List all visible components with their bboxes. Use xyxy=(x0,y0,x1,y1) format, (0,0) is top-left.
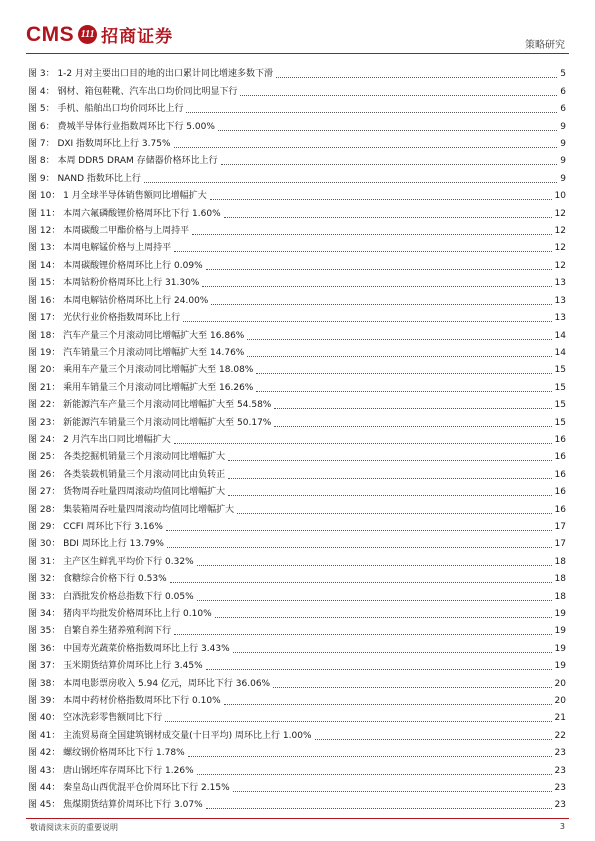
toc-label: 图 34： 猪肉平均批发价格周环比上行 0.10% xyxy=(28,609,212,619)
toc-dot-leader xyxy=(165,721,551,722)
toc-dot-leader xyxy=(170,582,552,583)
toc-row[interactable] xyxy=(28,759,566,776)
toc-page-number: 16 xyxy=(554,469,566,480)
toc-dot-leader xyxy=(256,391,551,392)
toc-page-number: 23 xyxy=(554,783,566,794)
toc-label: 图 14： 本周碳酸锂价格周环比上行 0.09% xyxy=(28,260,203,271)
toc-dot-leader xyxy=(233,791,552,792)
toc-label: 图 42： 螺纹钢价格周环比下行 1.78% xyxy=(28,748,185,759)
toc-row[interactable] xyxy=(28,655,566,672)
toc-page-number: 14 xyxy=(554,330,566,341)
toc-row[interactable] xyxy=(28,80,566,97)
toc-label: 图 44： 秦皇岛山西优混平仓价周环比下行 2.15% xyxy=(28,783,230,794)
toc-label: 图 30： BDI 周环比上行 13.79% xyxy=(28,539,164,550)
toc-row[interactable] xyxy=(28,707,566,724)
toc-row[interactable] xyxy=(28,516,566,533)
toc-page-number: 22 xyxy=(554,730,566,741)
footer-disclaimer: 敬请阅读末页的重要说明 xyxy=(30,823,118,832)
toc-page-number: 20 xyxy=(554,678,566,689)
toc-page-number: 9 xyxy=(560,173,566,184)
toc-row[interactable] xyxy=(28,376,566,393)
toc-dot-leader xyxy=(206,269,552,270)
toc-dot-leader xyxy=(224,704,552,705)
toc-dot-leader xyxy=(174,251,551,252)
toc-page-number: 20 xyxy=(554,696,566,707)
toc-label: 图 24： 2 月汽车出口同比增幅扩大 xyxy=(28,434,171,445)
toc-page-number: 5 xyxy=(560,69,566,80)
toc-dot-leader xyxy=(186,112,557,113)
toc-page-number: 19 xyxy=(554,609,566,619)
toc-page-number: 15 xyxy=(554,417,566,428)
toc-label: 图 29： CCFI 周环比下行 3.16% xyxy=(28,521,163,532)
toc-row[interactable] xyxy=(28,603,566,620)
toc-row[interactable] xyxy=(28,568,566,585)
toc-label: 图 38： 本周电影票房收入 5.94 亿元，周环比下行 36.06% xyxy=(28,678,271,689)
toc-dot-leader xyxy=(174,147,558,148)
toc-page-number: 12 xyxy=(554,226,566,237)
toc-label: 图 7： DXI 指数周环比上行 3.75% xyxy=(28,139,171,150)
logo-company-name: 招商证券 xyxy=(101,27,174,47)
toc-label: 图 41： 主流贸易商全国建筑钢材成交量(十日平均) 周环比上行 1.00% xyxy=(28,730,312,741)
toc-label: 图 25： 各类挖掘机销量三个月滚动同比增幅扩大 xyxy=(28,452,226,463)
toc-page-number: 16 xyxy=(554,504,566,515)
toc-dot-leader xyxy=(166,530,552,531)
toc-row[interactable] xyxy=(28,620,566,637)
toc-row[interactable] xyxy=(28,794,566,811)
toc-row[interactable] xyxy=(28,307,566,324)
toc-label: 图 32： 食糖综合价格下行 0.53% xyxy=(28,574,167,585)
toc-label: 图 35： 自繁自养生猪养殖利润下行 xyxy=(28,626,172,637)
toc-page-number: 15 xyxy=(554,382,566,393)
toc-page-number: 13 xyxy=(554,313,566,324)
toc-label: 图 31： 主产区生鲜乳平均价下行 0.32% xyxy=(28,556,194,567)
toc-label: 图 22： 新能源汽车产量三个月滚动同比增幅扩大至 54.58% xyxy=(28,400,272,411)
toc-page-number: 9 xyxy=(560,156,566,167)
toc-row[interactable] xyxy=(28,533,566,550)
toc-row[interactable] xyxy=(28,115,566,132)
toc-page-number: 12 xyxy=(554,243,566,254)
toc-row[interactable] xyxy=(28,498,566,515)
toc-page-number: 13 xyxy=(554,278,566,289)
toc-label: 图 19： 汽车销量三个月滚动同比增幅扩大至 14.76% xyxy=(28,347,245,358)
toc-page-number: 14 xyxy=(554,347,566,358)
toc-label: 图 17： 光伏行业价格指数周环比上行 xyxy=(28,313,181,324)
toc-page-number: 19 xyxy=(554,643,566,654)
toc-label: 图 43： 唐山钢坯库存周环比下行 1.26% xyxy=(28,765,194,776)
toc-label: 图 26： 各类装载机销量三个月滚动同比由负转正 xyxy=(28,469,226,480)
toc-row[interactable] xyxy=(28,637,566,654)
toc-page-number: 13 xyxy=(554,295,566,306)
toc-page-number: 10 xyxy=(554,191,566,202)
toc-label: 图 9： NAND 指数环比上行 xyxy=(28,173,141,184)
toc-page-number: 15 xyxy=(554,365,566,376)
toc-label: 图 11： 本周六氟磷酸锂价格周环比下行 1.60% xyxy=(28,208,221,219)
toc-label: 图 20： 乘用车产量三个月滚动同比增幅扩大至 18.08% xyxy=(28,365,254,376)
toc-row[interactable] xyxy=(28,98,566,115)
toc-label: 图 5： 手机、船舶出口均价同环比上行 xyxy=(28,104,184,115)
toc-label: 图 28： 集装箱周吞吐量四周滚动均值同比增幅扩大 xyxy=(28,504,235,515)
toc-label: 图 21： 乘用车销量三个月滚动同比增幅扩大至 16.26% xyxy=(28,382,254,393)
toc-label: 图 37： 玉米期货结算价周环比上行 3.45% xyxy=(28,661,203,672)
toc-label: 图 4： 钢材、箱包鞋靴、汽车出口均价同比明显下行 xyxy=(28,86,238,97)
report-type: 策略研究 xyxy=(525,40,565,51)
toc-dot-leader xyxy=(183,321,551,322)
toc-page-number: 19 xyxy=(554,626,566,637)
toc-dot-leader xyxy=(276,77,557,78)
toc-page-number: 23 xyxy=(554,748,566,759)
toc-row[interactable] xyxy=(28,289,566,306)
toc-label: 图 39： 本周中药材价格指数周环比下行 0.10% xyxy=(28,696,221,707)
toc-dot-leader xyxy=(273,687,551,688)
toc-page-number: 15 xyxy=(554,400,566,411)
toc-dot-leader xyxy=(206,808,552,809)
page-number: 3 xyxy=(559,822,565,831)
toc-dot-leader xyxy=(274,426,551,427)
toc-row[interactable] xyxy=(28,463,566,480)
toc-page-number: 18 xyxy=(554,574,566,585)
toc-label: 图 33： 白酒批发价格总指数下行 0.05% xyxy=(28,591,194,602)
toc-row[interactable] xyxy=(28,672,566,689)
toc-dot-leader xyxy=(228,478,551,479)
toc-page-number: 12 xyxy=(554,260,566,271)
toc-label: 图 6： 费城半导体行业指数周环比下行 5.00% xyxy=(28,121,215,132)
toc-row[interactable] xyxy=(28,690,566,707)
toc-label: 图 18： 汽车产量三个月滚动同比增幅扩大至 16.86% xyxy=(28,330,245,341)
header-divider xyxy=(26,53,569,54)
toc-page-number: 18 xyxy=(554,556,566,567)
toc-dot-leader xyxy=(174,634,551,635)
toc-label: 图 40： 空冰洗彩零售额同比下行 xyxy=(28,713,163,724)
toc-row[interactable] xyxy=(28,324,566,341)
logo-cms-text: CMS xyxy=(26,22,75,46)
toc-row[interactable] xyxy=(28,446,566,463)
toc-dot-leader xyxy=(247,356,551,357)
toc-dot-leader xyxy=(202,286,551,287)
toc-label: 图 12： 本周碳酸二甲酯价格与上周持平 xyxy=(28,226,190,237)
toc-dot-leader xyxy=(224,217,552,218)
figure-list xyxy=(28,63,566,811)
toc-page-number: 12 xyxy=(554,208,566,219)
toc-dot-leader xyxy=(192,234,551,235)
toc-dot-leader xyxy=(233,652,552,653)
toc-page-number: 23 xyxy=(554,800,566,811)
toc-row[interactable] xyxy=(28,254,566,271)
toc-dot-leader xyxy=(174,443,552,444)
toc-row[interactable] xyxy=(28,585,566,602)
toc-dot-leader xyxy=(206,669,552,670)
toc-row[interactable] xyxy=(28,394,566,411)
toc-row[interactable] xyxy=(28,359,566,376)
toc-row[interactable] xyxy=(28,411,566,428)
toc-dot-leader xyxy=(228,460,551,461)
toc-dot-leader xyxy=(167,547,552,548)
footer-divider xyxy=(26,818,569,819)
toc-dot-leader xyxy=(197,600,552,601)
toc-page-number: 16 xyxy=(554,487,566,498)
toc-dot-leader xyxy=(247,339,551,340)
toc-dot-leader xyxy=(211,304,551,305)
toc-row[interactable] xyxy=(28,63,566,80)
toc-page-number: 18 xyxy=(554,591,566,602)
toc-dot-leader xyxy=(218,130,557,131)
toc-row[interactable] xyxy=(28,220,566,237)
toc-dot-leader xyxy=(274,408,551,409)
toc-dot-leader xyxy=(210,199,552,200)
logo-badge-icon: 111 xyxy=(78,25,97,44)
toc-row[interactable] xyxy=(28,185,566,202)
toc-label: 图 15： 本周钴粉价格周环比上行 31.30% xyxy=(28,278,200,289)
toc-row[interactable] xyxy=(28,272,566,289)
toc-page-number: 16 xyxy=(554,452,566,463)
toc-dot-leader xyxy=(228,495,551,496)
toc-row[interactable] xyxy=(28,742,566,759)
toc-page-number: 19 xyxy=(554,661,566,672)
toc-page-number: 6 xyxy=(560,86,566,97)
toc-page-number: 16 xyxy=(554,434,566,445)
toc-row[interactable] xyxy=(28,481,566,498)
toc-page-number: 21 xyxy=(554,713,566,724)
toc-dot-leader xyxy=(221,164,558,165)
toc-page-number: 23 xyxy=(554,765,566,776)
toc-dot-leader xyxy=(188,756,552,757)
toc-label: 图 16： 本周电解钴价格周环比上行 24.00% xyxy=(28,295,209,306)
toc-dot-leader xyxy=(144,182,557,183)
toc-row[interactable] xyxy=(28,724,566,741)
toc-dot-leader xyxy=(240,95,557,96)
toc-label: 图 45： 焦煤期货结算价周环比下行 3.07% xyxy=(28,800,203,811)
toc-label: 图 13： 本周电解锰价格与上周持平 xyxy=(28,243,172,254)
toc-page-number: 9 xyxy=(560,121,566,132)
toc-page-number: 9 xyxy=(560,139,566,150)
toc-row[interactable] xyxy=(28,342,566,359)
toc-label: 图 23： 新能源汽车销量三个月滚动同比增幅扩大至 50.17% xyxy=(28,417,272,428)
toc-dot-leader xyxy=(197,565,552,566)
toc-row[interactable] xyxy=(28,150,566,167)
toc-label: 图 27： 货物周吞吐量四周滚动均值同比增幅扩大 xyxy=(28,487,226,498)
toc-label: 图 3： 1-2 月对主要出口目的地的出口累计同比增速多数下滑 xyxy=(28,69,274,80)
toc-page-number: 17 xyxy=(554,539,566,550)
toc-label: 图 36： 中国寿光蔬菜价格指数周环比上行 3.43% xyxy=(28,643,230,654)
toc-dot-leader xyxy=(237,513,551,514)
toc-dot-leader xyxy=(215,617,552,618)
toc-dot-leader xyxy=(256,373,551,374)
toc-row[interactable] xyxy=(28,167,566,184)
toc-row[interactable] xyxy=(28,777,566,794)
toc-row[interactable] xyxy=(28,133,566,150)
toc-row[interactable] xyxy=(28,237,566,254)
toc-row[interactable] xyxy=(28,550,566,567)
toc-row[interactable] xyxy=(28,202,566,219)
company-logo xyxy=(26,22,173,47)
toc-label: 图 10： 1 月全球半导体销售额同比增幅扩大 xyxy=(28,191,207,202)
toc-row[interactable] xyxy=(28,429,566,446)
page-header xyxy=(0,0,595,58)
toc-dot-leader xyxy=(197,774,552,775)
toc-page-number: 6 xyxy=(560,104,566,115)
toc-dot-leader xyxy=(315,739,552,740)
toc-page-number: 17 xyxy=(554,521,566,532)
toc-label: 图 8： 本周 DDR5 DRAM 存储器价格环比上行 xyxy=(28,156,218,167)
